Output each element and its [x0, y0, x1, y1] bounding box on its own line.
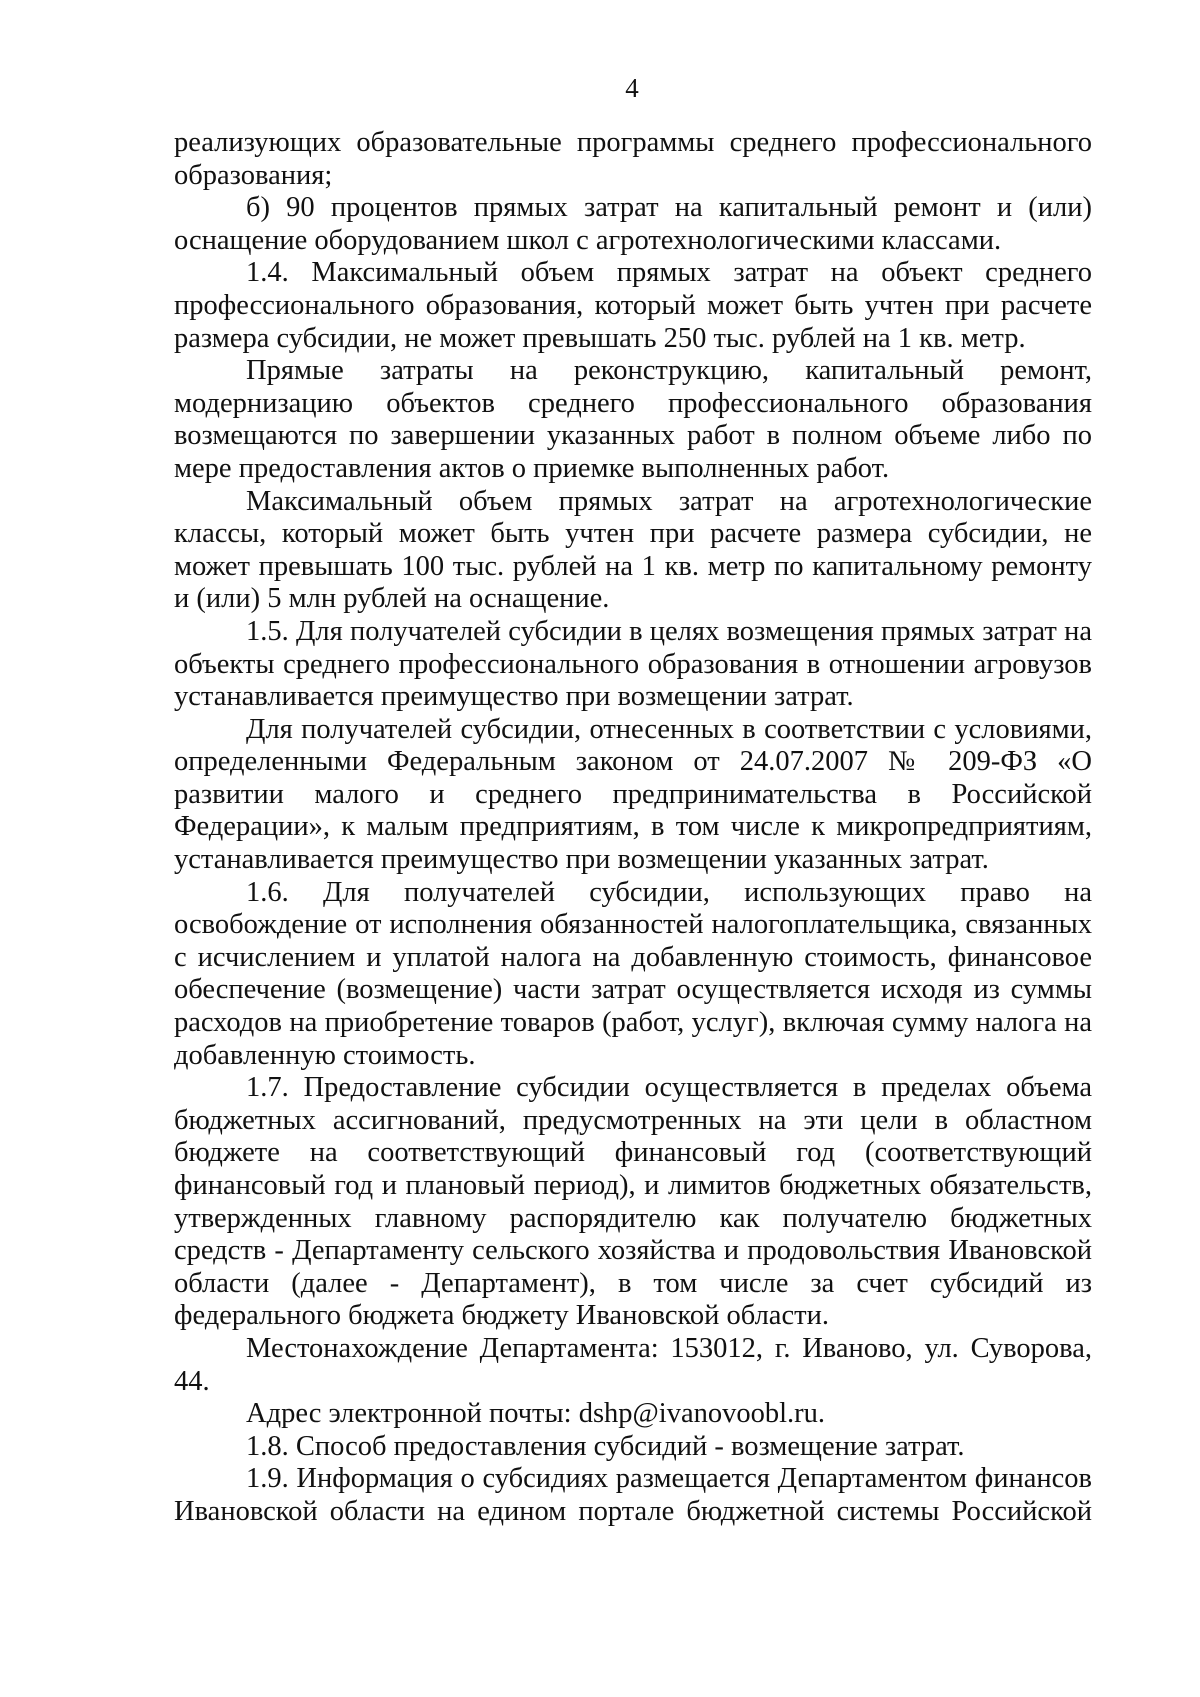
paragraph-max-agro: Максимальный объем прямых затрат на агротехнологические классы, который может быть учтен при расчете размера субсидии, не может превышать 100 тыс. рублей на 1 кв. метр по капитальному ремонту и (или) 5 млн рублей на оснащение. — [174, 485, 1092, 615]
paragraph-1-6: 1.6. Для получателей субсидии, использующих право на освобождение от исполнения обязанностей налогоплательщика, связанных с исчислением и уплатой налога на добавленную стоимость, финансовое обеспечение (возмещение) части затрат осуществляется исходя из суммы расходов на приобретение товаров (работ, услуг), включая сумму налога на добавленную стоимость. — [174, 876, 1092, 1071]
paragraph-direct-costs: Прямые затраты на реконструкцию, капитальный ремонт, модернизацию объектов среднего профессионального образования возмещаются по завершении указанных работ в полном объеме либо по мере предоставления актов о приемке выполненных работ. — [174, 355, 1092, 484]
paragraph-1-9: 1.9. Информация о субсидиях размещается Департаментом финансов Ивановской области на едином портале бюджетной системы Российской — [174, 1463, 1092, 1527]
page-number: 4 — [625, 73, 639, 103]
paragraph-small-business: Для получателей субсидии, отнесенных в соответствии с условиями, определенными Федеральным законом от 24.07.2007 № 209-ФЗ «О развитии малого и среднего предпринимательства в Российской Федерации», к малым предприятиям, в том числе к микропредприятиям, устанавливается преимущество при возмещении указанных затрат. — [174, 713, 1092, 876]
paragraph-1-7: 1.7. Предоставление субсидии осуществляется в пределах объема бюджетных ассигнований, предусмотренных на эти цели в областном бюджете на соответствующий финансовый год (соответствующий финансовый год и плановый период), и лимитов бюджетных обязательств, утвержденных главному распорядителю как получателю бюджетных средств - Департаменту сельского хозяйства и продовольствия Ивановской области (далее - Департамент), в том числе за счет субсидий из федерального бюджета бюджету Ивановской области. — [174, 1072, 1092, 1332]
paragraph-b: б) 90 процентов прямых затрат на капитальный ремонт и (или) оснащение оборудованием школ с агротехнологическими классами. — [174, 192, 1092, 256]
paragraph-1-8: 1.8. Способ предоставления субсидий - возмещение затрат. — [246, 1430, 965, 1462]
document-body — [174, 127, 1092, 1529]
paragraph-continuation: реализующих образовательные программы среднего профессионального образования; — [174, 127, 1092, 191]
paragraph-location: Местонахождение Департамента: 153012, г. Иваново, ул. Суворова, 44. — [174, 1332, 1092, 1397]
paragraph-1-5: 1.5. Для получателей субсидии в целях возмещения прямых затрат на объекты среднего профессионального образования в отношении агровузов устанавливается преимущество при возмещении затрат. — [174, 615, 1092, 713]
paragraph-email: Адрес электронной почты: dshp@ivanovoobl.ru. — [246, 1398, 826, 1430]
paragraph-1-4: 1.4. Максимальный объем прямых затрат на объект среднего профессионального образования, который может быть учтен при расчете размера субсидии, не может превышать 250 тыс. рублей на 1 кв. метр. — [174, 257, 1092, 354]
